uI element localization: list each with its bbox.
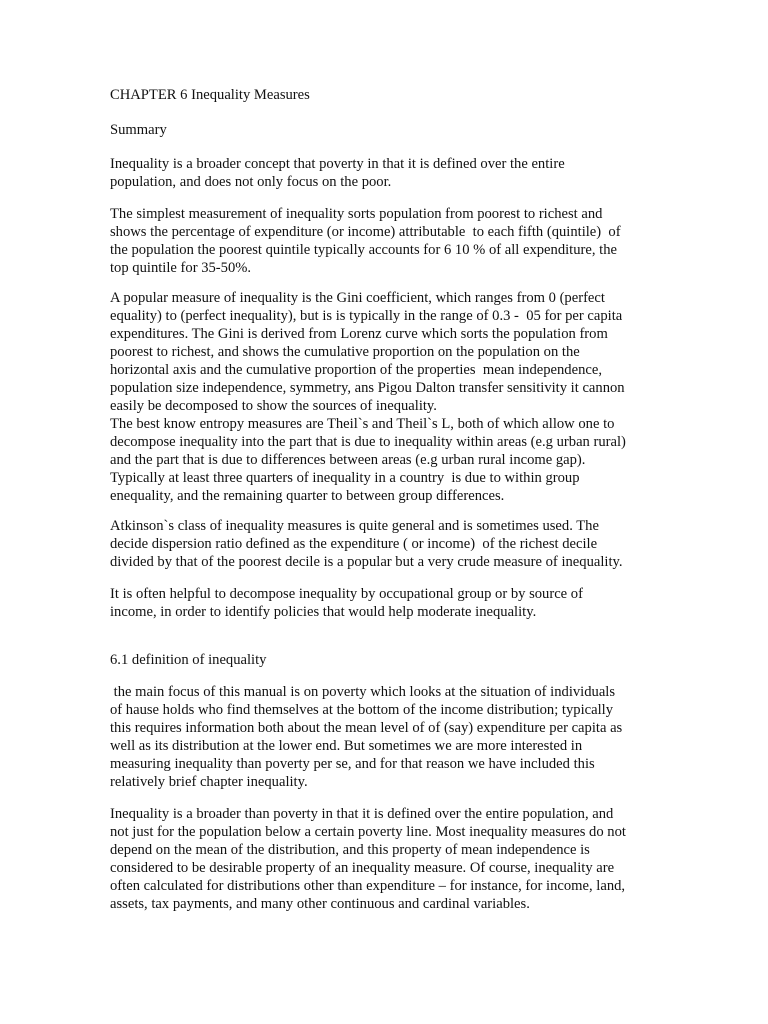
text-line: The simplest measurement of inequality sorts population from poorest to richest and [110,206,603,222]
section-heading: 6.1 definition of inequality [110,652,267,668]
text-line: It is often helpful to decompose inequality by occupational group or by source of [110,586,583,602]
chapter-title: CHAPTER 6 Inequality Measures [110,87,310,103]
text-line: well as its distribution at the lower end. But sometimes we are more interested in [110,738,583,754]
text-line: the main focus of this manual is on poverty which looks at the situation of individuals [110,684,616,700]
text-line: the population the poorest quintile typically accounts for 6 10 % of all expenditure, the [110,242,617,258]
text-line: shows the percentage of expenditure (or income) attributable to each fifth (quintile) of [110,224,621,240]
summary-heading: Summary [110,122,167,138]
text-line: poorest to richest, and shows the cumulative proportion on the population on the [110,344,580,360]
text-line: income, in order to identify policies that would help moderate inequality. [110,604,537,620]
text-line: enequality, and the remaining quarter to between group differences. [110,488,505,504]
text-line: not just for the population below a certain poverty line. Most inequality measures do not [110,824,626,840]
text-line: considered to be desirable property of an inequality measure. Of course, inequality are [110,860,615,876]
text-line: equality) to (perfect inequality), but is is typically in the range of 0.3 - 05 for per capita [110,308,623,324]
text-line: The best know entropy measures are Theil`s and Theil`s L, both of which allow one to [110,416,615,432]
text-line: population size independence, symmetry, ans Pigou Dalton transfer sensitivity it cannon [110,380,625,396]
text-line: of hause holds who find themselves at the bottom of the income distribution; typically [110,702,613,718]
text-line: depend on the mean of the distribution, and this property of mean independence is [110,842,590,858]
text-line: Atkinson`s class of inequality measures is quite general and is sometimes used. The [110,518,599,534]
text-line: Inequality is a broader concept that poverty in that it is defined over the entire [110,156,565,172]
text-line: divided by that of the poorest decile is a popular but a very crude measure of inequality. [110,554,623,570]
text-line: often calculated for distributions other than expenditure – for instance, for income, land, [110,878,626,894]
text-line: relatively brief chapter inequality. [110,774,308,790]
text-line: and the part that is due to differences between areas (e.g urban rural income gap). [110,452,586,468]
text-line: measuring inequality than poverty per se, and for that reason we have included this [110,756,595,772]
text-line: top quintile for 35-50%. [110,260,252,276]
text-line: population, and does not only focus on the poor. [110,174,392,190]
text-line: this requires information both about the mean level of of (say) expenditure per capita as [110,720,623,736]
text-line: A popular measure of inequality is the Gini coefficient, which ranges from 0 (perfect [110,290,605,306]
text-line: expenditures. The Gini is derived from Lorenz curve which sorts the population from [110,326,608,342]
text-line: easily be decomposed to show the sources of inequality. [110,398,437,414]
text-line: Typically at least three quarters of inequality in a country is due to within group [110,470,580,486]
text-line: decompose inequality into the part that is due to inequality within areas (e.g urban rural) [110,434,626,450]
text-line: horizontal axis and the cumulative proportion of the properties mean independence, [110,362,602,378]
text-line: Inequality is a broader than poverty in that it is defined over the entire population, and [110,806,614,822]
text-line: assets, tax payments, and many other continuous and cardinal variables. [110,896,530,912]
text-line: decide dispersion ratio defined as the expenditure ( or income) of the richest decile [110,536,598,552]
